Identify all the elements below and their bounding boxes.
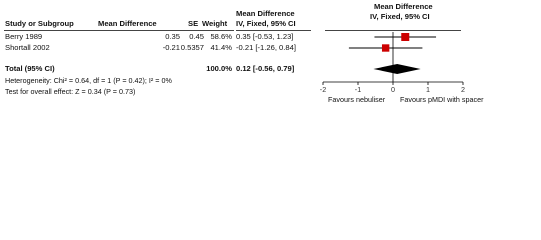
study-weight: 41.4% [210, 43, 232, 52]
x-tick-label: -2 [319, 85, 327, 94]
favours-right-label: Favours pMDI with spacer [400, 95, 484, 104]
favours-left-label: Favours nebuliser [328, 95, 386, 104]
mean-diff-header: Mean Difference [98, 19, 157, 28]
study-name: Berry 1989 [5, 32, 43, 41]
x-tick-label: 1 [426, 85, 430, 94]
study-ci-text: -0.21 [-1.26, 0.84] [236, 43, 296, 52]
study-mean-difference: 0.35 [165, 32, 180, 41]
total-ci-text: 0.12 [-0.56, 0.79] [236, 64, 295, 73]
study-effect-marker [401, 33, 409, 41]
total-weight: 100.0% [206, 64, 232, 73]
plot-header-line1: Mean Difference [374, 2, 433, 11]
x-tick-label: 2 [461, 85, 465, 94]
study-effect-marker [382, 44, 389, 51]
study-ci-text: 0.35 [-0.53, 1.23] [236, 32, 294, 41]
x-tick-label: 0 [391, 85, 395, 94]
study-header: Study or Subgroup [5, 19, 74, 28]
md-header-line1: Mean Difference [236, 9, 295, 18]
study-mean-difference: -0.21 [162, 43, 180, 52]
plot-header-line2: IV, Fixed, 95% CI [370, 12, 430, 21]
total-label: Total (95% CI) [5, 64, 55, 73]
md-header-line2: IV, Fixed, 95% CI [236, 19, 296, 28]
x-tick-label: -1 [354, 85, 362, 94]
se-header: SE [188, 19, 199, 28]
study-name: Shortall 2002 [5, 43, 50, 52]
study-weight: 58.6% [210, 32, 232, 41]
forest-plot [0, 0, 541, 107]
heterogeneity-text: Heterogeneity: Chi² = 0.64, df = 1 (P = 0.42); I² = 0% [5, 76, 172, 85]
study-se: 0.5357 [180, 43, 204, 52]
pooled-diamond [373, 64, 420, 74]
weight-header: Weight [202, 19, 228, 28]
overall-effect-text: Test for overall effect: Z = 0.34 (P = 0.73) [5, 87, 136, 96]
study-se: 0.45 [189, 32, 204, 41]
